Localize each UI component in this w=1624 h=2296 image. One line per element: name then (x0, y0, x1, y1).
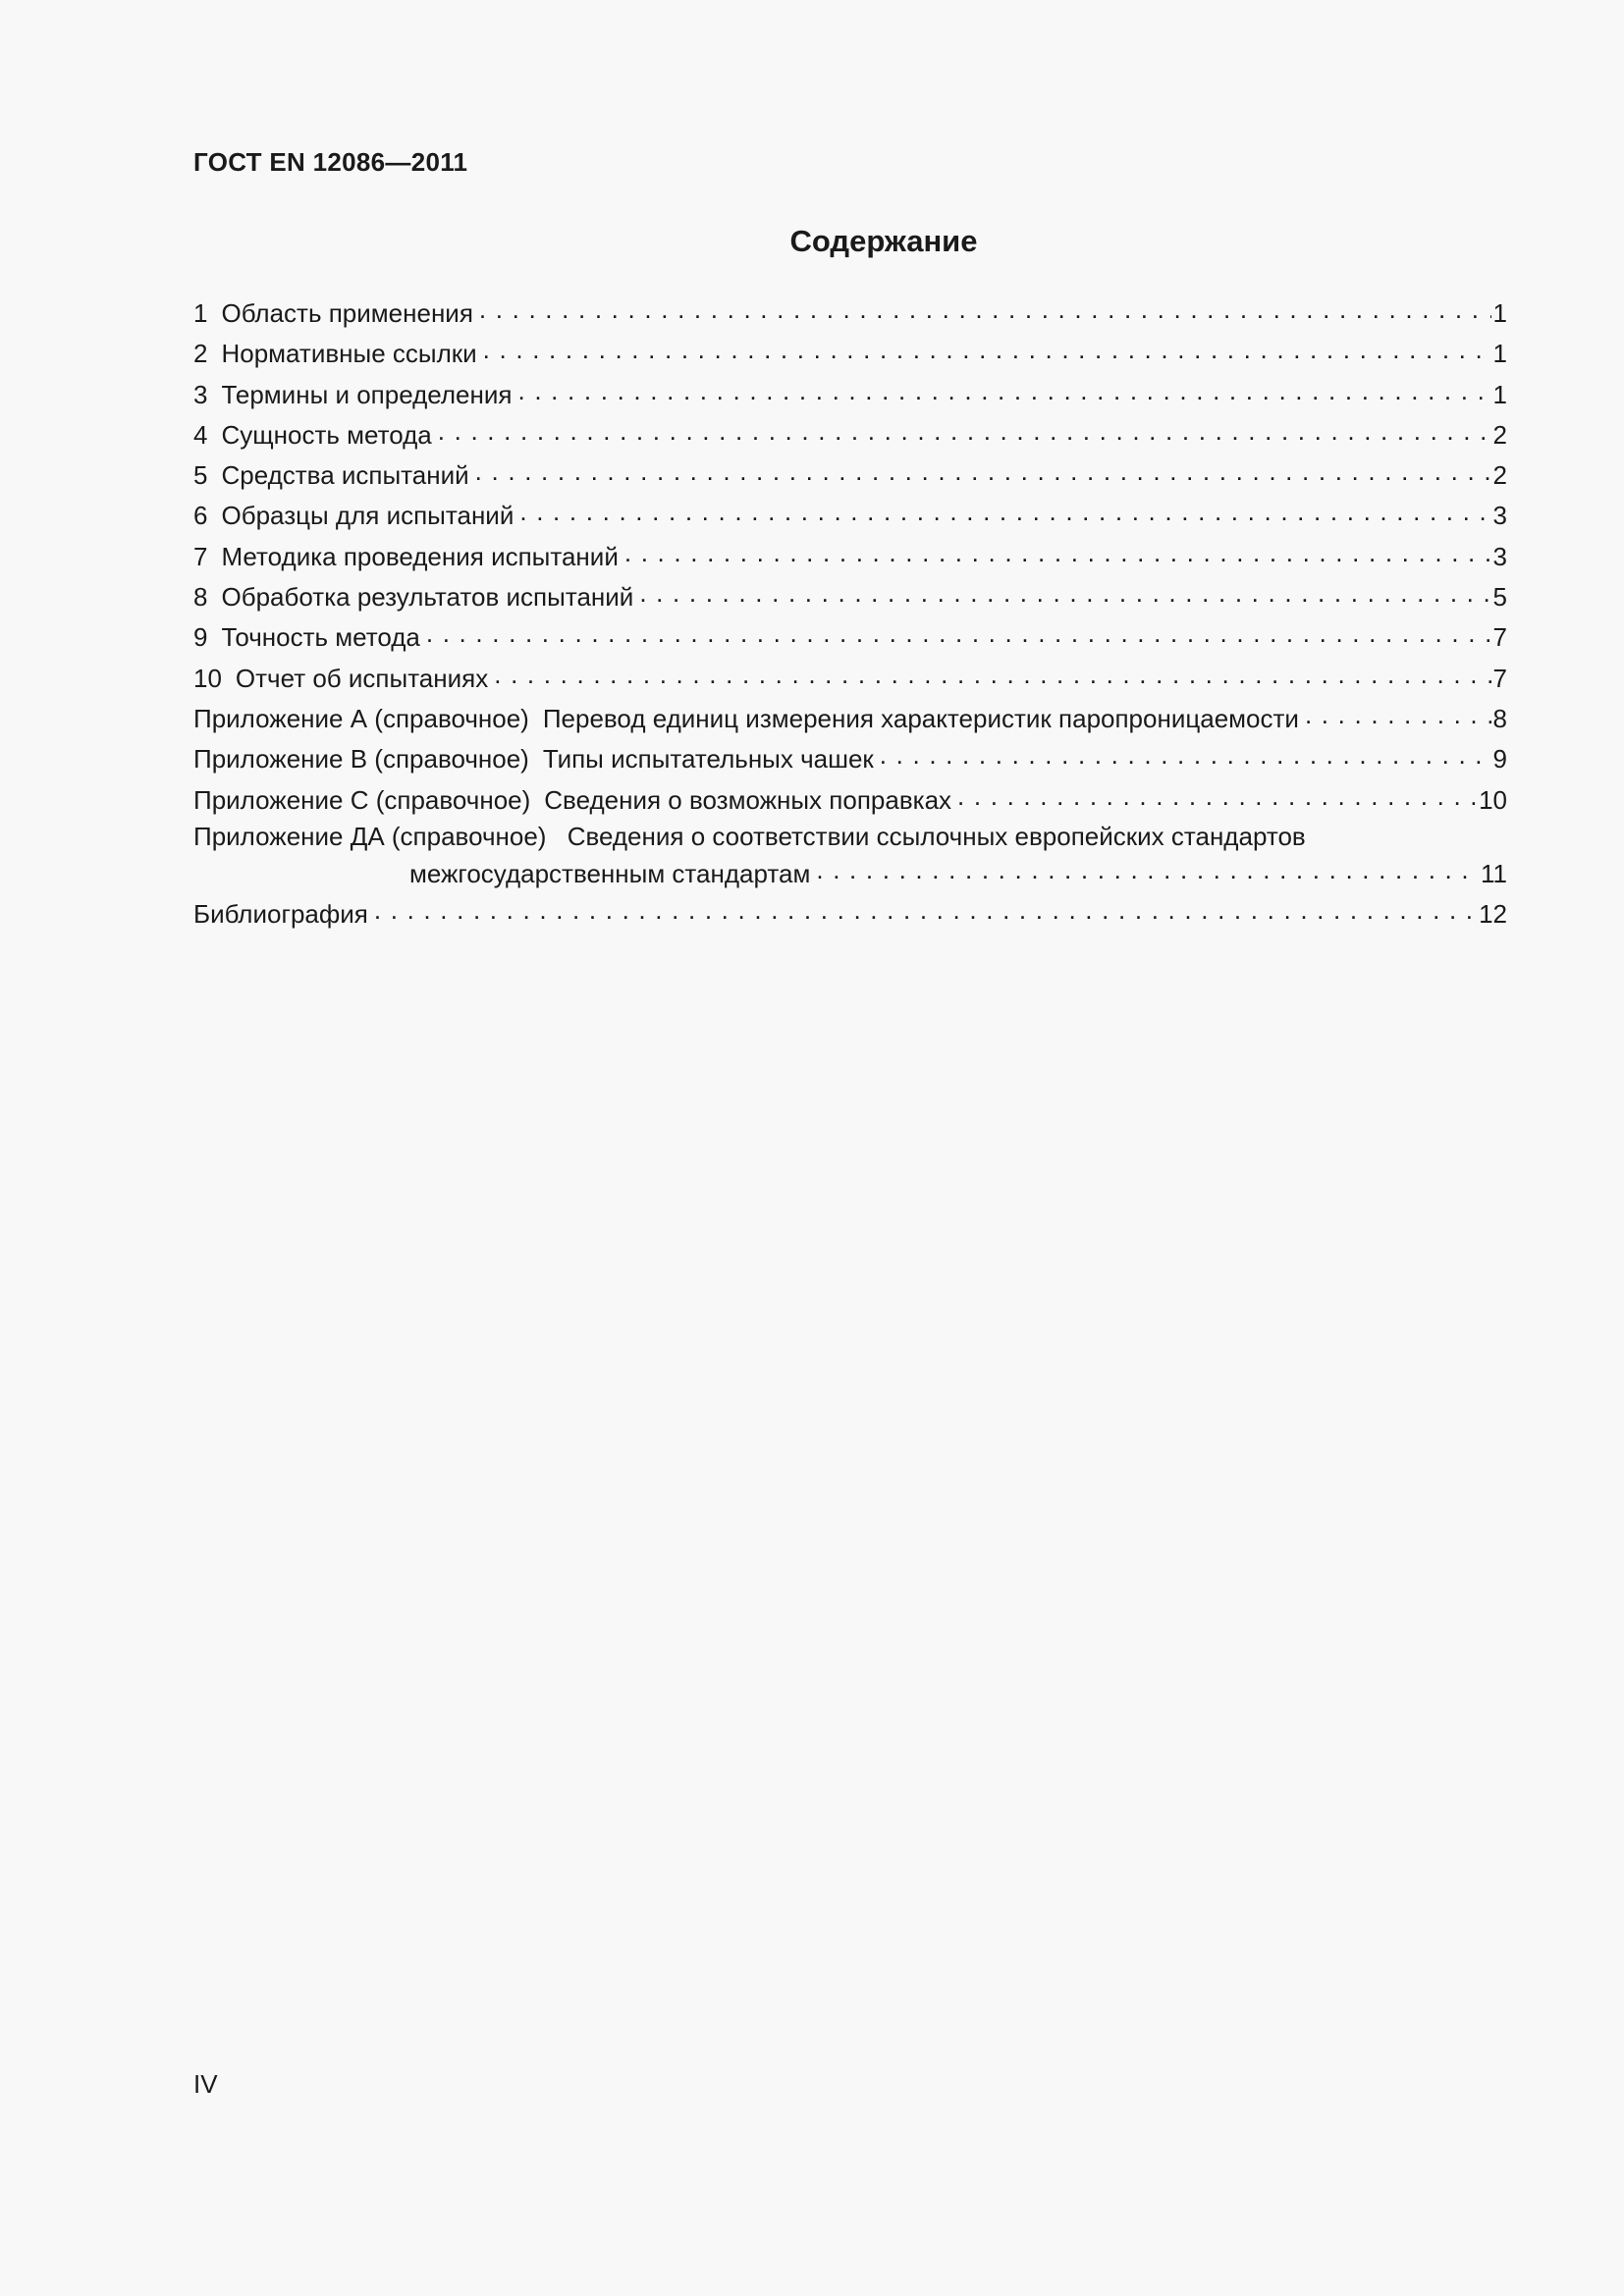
appendix-entry[interactable] (193, 780, 1507, 821)
toc-entry[interactable] (193, 577, 1507, 617)
toc-entry[interactable] (193, 294, 1507, 334)
toc-number: 3 (193, 379, 208, 409)
toc-number: 8 (193, 582, 208, 613)
dot-leader (494, 662, 1490, 687)
toc-label: Методика проведения испытаний (221, 541, 619, 571)
toc-number: 7 (193, 541, 208, 571)
page-title: Содержание (789, 224, 978, 258)
dot-leader (479, 296, 1491, 322)
toc-label: Нормативные ссылки (221, 339, 477, 369)
toc-entry[interactable] (193, 659, 1507, 699)
bibliography-entry[interactable] (193, 894, 1507, 934)
dot-leader (1305, 702, 1491, 727)
toc-page: 1 (1492, 339, 1507, 369)
appendix-title: Типы испытательных чашек (542, 744, 874, 774)
toc-number: 9 (193, 622, 208, 653)
toc-page: 2 (1492, 419, 1507, 450)
toc-page: 3 (1492, 541, 1507, 571)
dot-leader (816, 857, 1479, 882)
document-header: ГОСТ EN 12086—2011 (193, 147, 468, 177)
toc-number: 10 (193, 663, 222, 693)
toc-page: 10 (1479, 784, 1507, 815)
dot-leader (483, 337, 1491, 362)
toc-label: Отчет об испытаниях (235, 663, 489, 693)
appendix-entry[interactable] (193, 821, 1507, 894)
toc-entry[interactable] (193, 415, 1507, 455)
toc-page: 8 (1492, 703, 1507, 733)
appendix-title-continued: межгосударственным стандартам (409, 858, 811, 888)
dot-leader (475, 458, 1491, 484)
toc-number: 6 (193, 501, 208, 531)
appendix-entry[interactable] (193, 699, 1507, 739)
toc-page: 3 (1492, 501, 1507, 531)
toc-page: 5 (1492, 582, 1507, 613)
appendix-title: Сведения о возможных поправках (544, 784, 952, 815)
toc-entry[interactable] (193, 496, 1507, 536)
table-of-contents (193, 294, 1507, 934)
appendix-label: Приложение А (справочное) (193, 703, 529, 733)
toc-label: Сущность метода (221, 419, 432, 450)
toc-entry[interactable] (193, 334, 1507, 374)
dot-leader (426, 620, 1491, 646)
toc-page: 9 (1492, 744, 1507, 774)
toc-page: 1 (1492, 298, 1507, 328)
toc-entry[interactable] (193, 455, 1507, 496)
toc-page: 7 (1492, 663, 1507, 693)
dot-leader (880, 742, 1491, 768)
toc-number: 1 (193, 298, 208, 328)
toc-page: 1 (1492, 379, 1507, 409)
bibliography-label: Библиография (193, 898, 368, 929)
toc-page: 11 (1481, 858, 1507, 888)
dot-leader (374, 897, 1477, 923)
appendix-label: Приложение С (справочное) (193, 784, 531, 815)
appendix-title: Перевод единиц измерения характеристик паропроницаемости (542, 703, 1299, 733)
dot-leader (624, 540, 1491, 565)
toc-entry[interactable] (193, 617, 1507, 658)
page-number: IV (193, 2069, 218, 2099)
toc-label: Точность метода (221, 622, 420, 653)
toc-label: Образцы для испытаний (221, 501, 514, 531)
dot-leader (517, 378, 1490, 403)
dot-leader (519, 499, 1490, 524)
appendix-entry[interactable] (193, 739, 1507, 779)
toc-label: Термины и определения (221, 379, 513, 409)
appendix-label: Приложение В (справочное) (193, 744, 529, 774)
appendix-label: Приложение ДА (справочное) (193, 821, 547, 851)
toc-label: Обработка результатов испытаний (221, 582, 634, 613)
toc-entry[interactable] (193, 537, 1507, 577)
toc-entry[interactable] (193, 375, 1507, 415)
dot-leader (957, 783, 1477, 809)
dot-leader (639, 580, 1490, 606)
toc-label: Область применения (221, 298, 473, 328)
toc-number: 4 (193, 419, 208, 450)
toc-number: 5 (193, 460, 208, 491)
appendix-title: Сведения о соответствии ссылочных европейских стандартов (567, 821, 1306, 851)
toc-number: 2 (193, 339, 208, 369)
toc-label: Средства испытаний (221, 460, 469, 491)
dot-leader (438, 418, 1491, 444)
toc-page: 12 (1479, 898, 1507, 929)
toc-page: 2 (1492, 460, 1507, 491)
toc-page: 7 (1492, 622, 1507, 653)
